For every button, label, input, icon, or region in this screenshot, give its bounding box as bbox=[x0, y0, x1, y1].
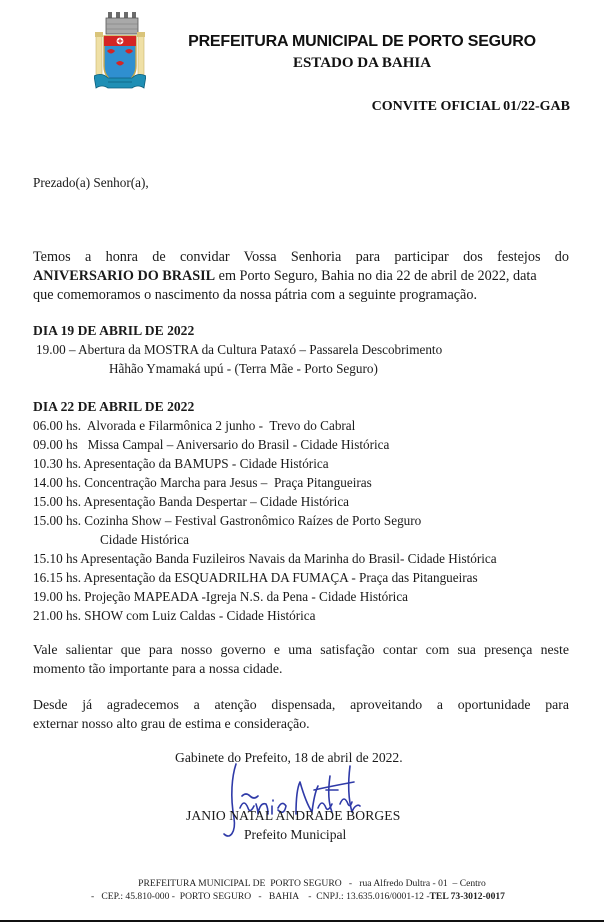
schedule-day-heading: DIA 19 DE ABRIL DE 2022 bbox=[33, 323, 195, 338]
schedule-item: 19.00 hs. Projeção MAPEADA -Igreja N.S. da Pena - Cidade Histórica bbox=[33, 589, 409, 604]
schedule-item: 21.00 hs. SHOW com Luiz Caldas - Cidade Histórica bbox=[33, 608, 316, 623]
event-name: ANIVERSARIO DO BRASIL bbox=[33, 268, 216, 284]
schedule-item: 15.10 hs Apresentação Banda Fuzileiros Navais da Marinha do Brasil- Cidade Histórica bbox=[33, 551, 497, 566]
schedule-day-2 bbox=[33, 397, 569, 625]
place-and-date: Gabinete do Prefeito, 18 de abril de 2022. bbox=[175, 750, 403, 765]
closing-2-line-2: externar nosso alto grau de estima e consideração. bbox=[33, 716, 310, 731]
header-subtitle: ESTADO DA BAHIA bbox=[292, 55, 432, 71]
schedule-day-heading: DIA 22 DE ABRIL DE 2022 bbox=[33, 399, 195, 414]
document-reference: CONVITE OFICIAL 01/22-GAB bbox=[371, 99, 570, 114]
schedule-day-1 bbox=[33, 321, 569, 378]
closing-paragraph-1 bbox=[33, 640, 569, 678]
schedule-item-continuation: Hãhão Ymamaká upú - (Terra Mãe - Porto Seguro) bbox=[109, 361, 378, 376]
closing-1-line-2: momento tão importante para a nossa cidade. bbox=[33, 661, 283, 676]
footer-contact-line bbox=[0, 891, 600, 902]
closing-2-line-1: Desde já agradecemos a atenção dispensada, aproveitando a oportunidade para bbox=[33, 697, 569, 712]
intro-paragraph bbox=[33, 248, 569, 305]
greeting: Prezado(a) Senhor(a), bbox=[33, 175, 149, 190]
intro-line-3: que comemoramos o nascimento da nossa pátria com a seguinte programação. bbox=[33, 287, 477, 303]
schedule-item: 19.00 – Abertura da MOSTRA da Cultura Pataxó – Passarela Descobrimento bbox=[36, 342, 443, 357]
signatory-name: JANIO NATAL ANDRADE BORGES bbox=[186, 808, 401, 823]
schedule-item-continuation: Cidade Histórica bbox=[100, 532, 189, 547]
schedule-list bbox=[33, 416, 569, 625]
intro-line-2 bbox=[33, 268, 537, 284]
schedule-item: 06.00 hs. Alvorada e Filarmônica 2 junho - Trevo do Cabral bbox=[33, 418, 356, 433]
schedule-item: 10.30 hs. Apresentação da BAMUPS - Cidade Histórica bbox=[33, 456, 329, 471]
schedule-item: 14.00 hs. Concentração Marcha para Jesus – Praça Pitangueiras bbox=[33, 475, 372, 490]
schedule-item: 15.00 hs. Apresentação Banda Despertar – Cidade Histórica bbox=[33, 494, 350, 509]
schedule-item: 16.15 hs. Apresentação da ESQUADRILHA DA FUMAÇA - Praça das Pitangueiras bbox=[33, 570, 478, 585]
header-title: PREFEITURA MUNICIPAL DE PORTO SEGURO bbox=[188, 33, 536, 50]
footer-address-line: PREFEITURA MUNICIPAL DE PORTO SEGURO - rua Alfredo Dultra - 01 – Centro bbox=[138, 878, 486, 889]
closing-paragraph-2 bbox=[33, 695, 569, 733]
schedule-list bbox=[33, 340, 569, 378]
schedule-item: 15.00 hs. Cozinha Show – Festival Gastronômico Raízes de Porto Seguro bbox=[33, 513, 422, 528]
intro-line-2-rest: em Porto Seguro, Bahia no dia 22 de abril de 2022, data bbox=[215, 268, 537, 284]
municipal-coat-of-arms-icon bbox=[94, 10, 146, 96]
footer-phone: TEL 73-3012-0017 bbox=[429, 891, 505, 902]
signatory-role: Prefeito Municipal bbox=[244, 827, 347, 842]
closing-1-line-1: Vale salientar que para nosso governo e uma satisfação contar com sua presença neste bbox=[33, 642, 569, 657]
footer-registration: - CEP.: 45.810-000 - PORTO SEGURO - BAHIA - CNPJ.: 13.635.016/0001-12 - bbox=[91, 891, 430, 902]
schedule-item: 09.00 hs Missa Campal – Aniversario do Brasil - Cidade Histórica bbox=[33, 437, 390, 452]
intro-line-1: Temos a honra de convidar Vossa Senhoria para participar dos festejos do bbox=[33, 249, 569, 265]
